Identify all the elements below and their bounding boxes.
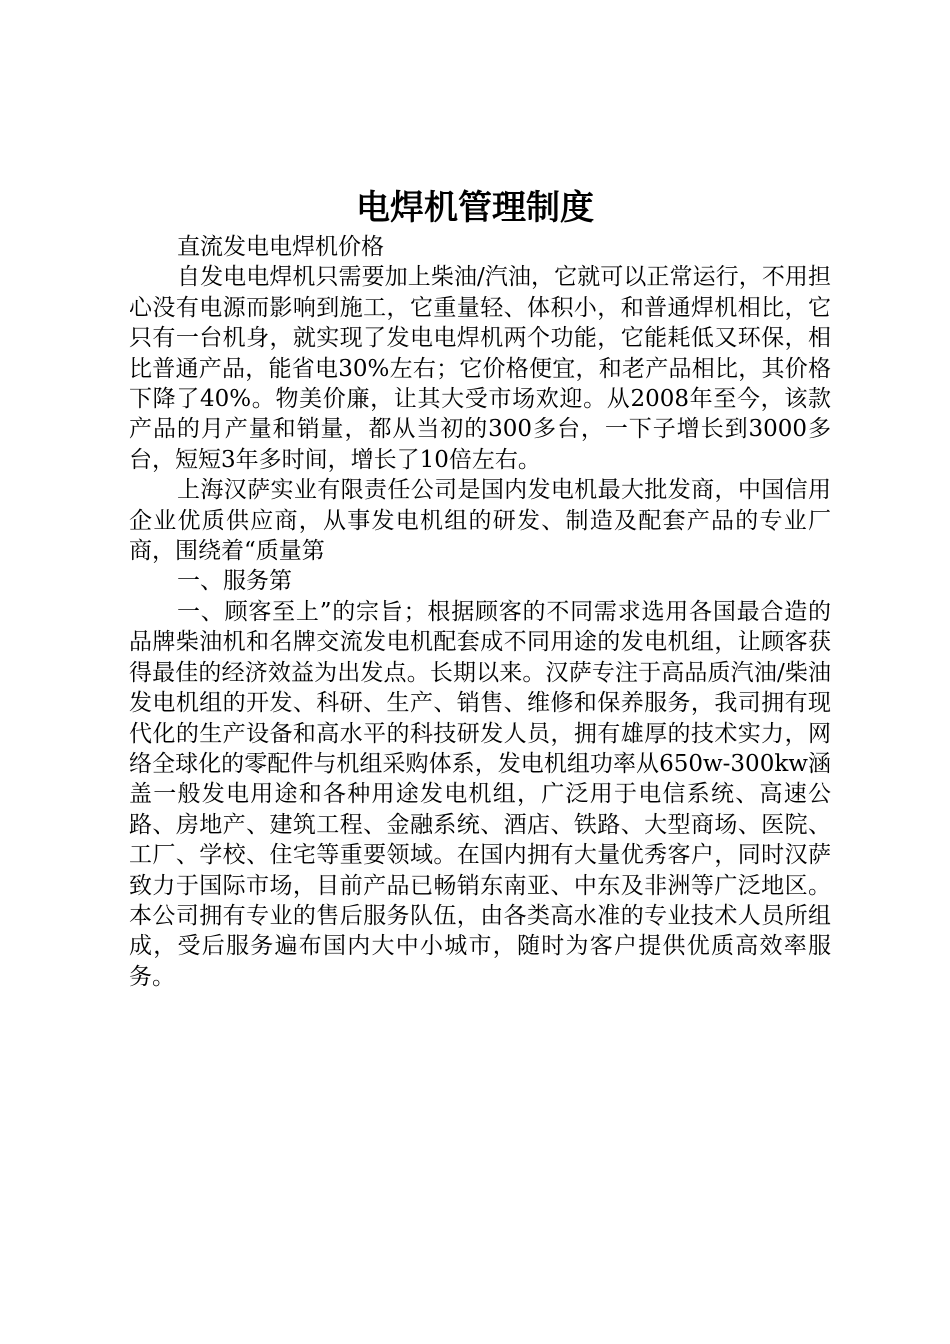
paragraph-company-details: 一、顾客至上”的宗旨；根据顾客的不同需求选用各国最合造的品牌柴油机和名牌交流发电机配套成不同用途的发电机组，让顾客获得最佳的经济效益为出发点。长期以来。汉萨专注于高品质汽油/柴油发电机组的开发、科研、生产、销售、维修和保养服务，我司拥有现代化的生产设备和高水平的科技研发人员，拥有雄厚的技术实力，网络全球化的零配件与机组采购体系，发电机组功率从650w-300kw涵盖一般发电用途和各种用途发电机组，广泛用于电信系统、高速公路、房地产、建筑工程、金融系统、酒店、铁路、大型商场、医院、工厂、学校、住宅等重要领域。在国内拥有大量优秀客户，同时汉萨致力于国际市场，目前产品已畅销东南亚、中东及非洲等广泛地区。本公司拥有专业的售后服务队伍，由各类高水准的专业技术人员所组成，受后服务遍布国内大中小城市，随时为客户提供优质高效率服务。: [129, 598, 831, 990]
document-body: [129, 232, 831, 992]
paragraph-subtitle: 直流发电电焊机价格: [177, 234, 384, 260]
paragraph-service-heading: 一、服务第: [177, 568, 292, 595]
document-title: 电焊机管理制度: [356, 188, 594, 228]
paragraph-product-intro: 自发电电焊机只需要加上柴油/汽油，它就可以正常运行，不用担心没有电源而影响到施工，它重量轻、体积小，和普通焊机相比，它只有一台机身，就实现了发电电焊机两个功能，它能耗低又环保，相比普通产品，能省电30%左右；它价格便宜，和老产品相比，其价格下降了40%。物美价廉，让其大受市场欢迎。从2008年至今，该款产品的月产量和销量，都从当初的300多台，一下子增长到3000多台，短短3年多时间，增长了10倍左右。: [129, 264, 831, 473]
paragraph-company-intro: 上海汉萨实业有限责任公司是国内发电机最大批发商，中国信用企业优质供应商，从事发电机组的研发、制造及配套产品的专业厂商，围绕着“质量第: [129, 477, 831, 565]
